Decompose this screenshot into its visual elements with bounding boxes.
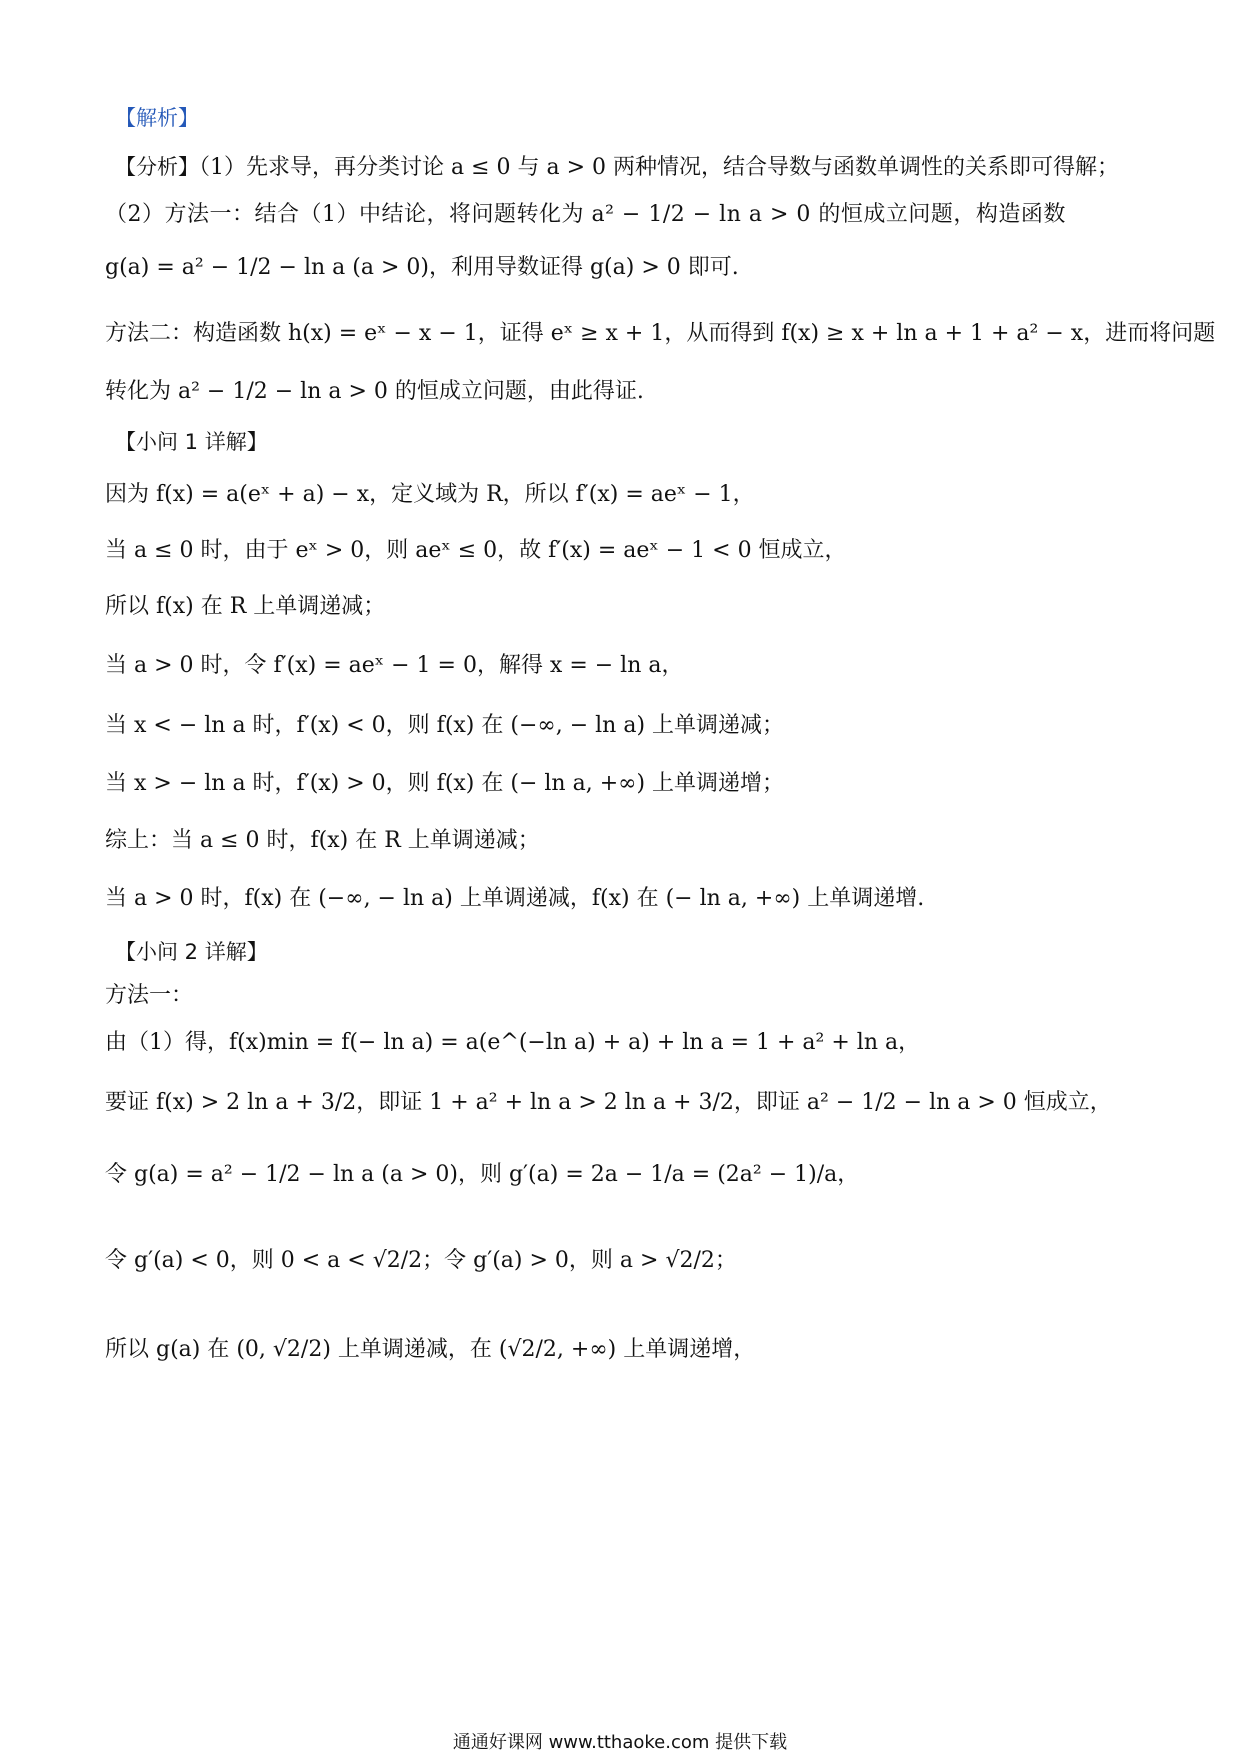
section-title-jiexi: 【解析】 xyxy=(115,106,199,130)
q1-line-4: 当 a > 0 时，令 f′(x) = aeˣ − 1 = 0，解得 x = − ln a， xyxy=(105,653,684,678)
q2-line-2: 要证 f(x) > 2 ln a + 3/2，即证 1 + a² + ln a > 2 ln a + 3/2，即证 a² − 1/2 − ln a > 0 恒成立， xyxy=(105,1090,1112,1115)
q1-line-5: 当 x < − ln a 时，f′(x) < 0，则 f(x) 在 (−∞, − ln a) 上单调递减； xyxy=(105,713,785,738)
analysis-paragraph-3a: 方法二：构造函数 h(x) = eˣ − x − 1，证得 eˣ ≥ x + 1，从而得到 f(x) ≥ x + ln a + 1 + a² − x，进而将问题 xyxy=(105,321,1216,346)
section-title-q2: 【小问 2 详解】 xyxy=(115,940,268,964)
analysis-paragraph-1 xyxy=(115,152,1140,183)
q1-line-8: 当 a > 0 时，f(x) 在 (−∞, − ln a) 上单调递减，f(x) 在 (− ln a, +∞) 上单调递增. xyxy=(105,886,925,911)
q2-line-3: 令 g(a) = a² − 1/2 − ln a (a > 0)，则 g′(a) = 2a − 1/a = (2a² − 1)/a， xyxy=(105,1162,860,1187)
section-title-q1: 【小问 1 详解】 xyxy=(115,430,268,454)
analysis-paragraph-2a: （2）方法一：结合（1）中结论，将问题转化为 a² − 1/2 − ln a > 0 的恒成立问题，构造函数 xyxy=(105,202,1066,227)
analysis-text-1: （1）先求导，再分类讨论 a ≤ 0 与 a > 0 两种情况，结合导数与函数单调性的关系即可得解； xyxy=(199,155,1120,180)
q1-line-1: 因为 f(x) = a(eˣ + a) − x，定义域为 R，所以 f′(x) = aeˣ − 1， xyxy=(105,482,755,507)
q1-line-7: 综上：当 a ≤ 0 时，f(x) 在 R 上单调递减； xyxy=(105,828,540,853)
q1-line-2: 当 a ≤ 0 时，由于 eˣ > 0，则 aeˣ ≤ 0，故 f′(x) = aeˣ − 1 < 0 恒成立， xyxy=(105,538,847,563)
q2-method-1: 方法一： xyxy=(105,983,194,1008)
q1-line-3: 所以 f(x) 在 R 上单调递减； xyxy=(105,594,386,619)
analysis-paragraph-2b: g(a) = a² − 1/2 − ln a (a > 0)，利用导数证得 g(a) > 0 即可. xyxy=(105,255,739,280)
analysis-paragraph-3b: 转化为 a² − 1/2 − ln a > 0 的恒成立问题，由此得证. xyxy=(105,379,644,404)
q2-line-5: 所以 g(a) 在 (0, √2/2) 上单调递减，在 (√2/2, +∞) 上单调递增， xyxy=(105,1337,756,1362)
q2-line-1: 由（1）得，f(x)min = f(− ln a) = a(e^(−ln a) + a) + ln a = 1 + a² + ln a， xyxy=(105,1030,921,1055)
analysis-label: 【分析】 xyxy=(115,155,199,179)
page-footer: 通通好课网 www.tthaoke.com 提供下载 xyxy=(452,1732,788,1753)
q2-line-4: 令 g′(a) < 0，则 0 < a < √2/2；令 g′(a) > 0，则 a > √2/2； xyxy=(105,1248,737,1273)
q1-line-6: 当 x > − ln a 时，f′(x) > 0，则 f(x) 在 (− ln a, +∞) 上单调递增； xyxy=(105,771,785,796)
